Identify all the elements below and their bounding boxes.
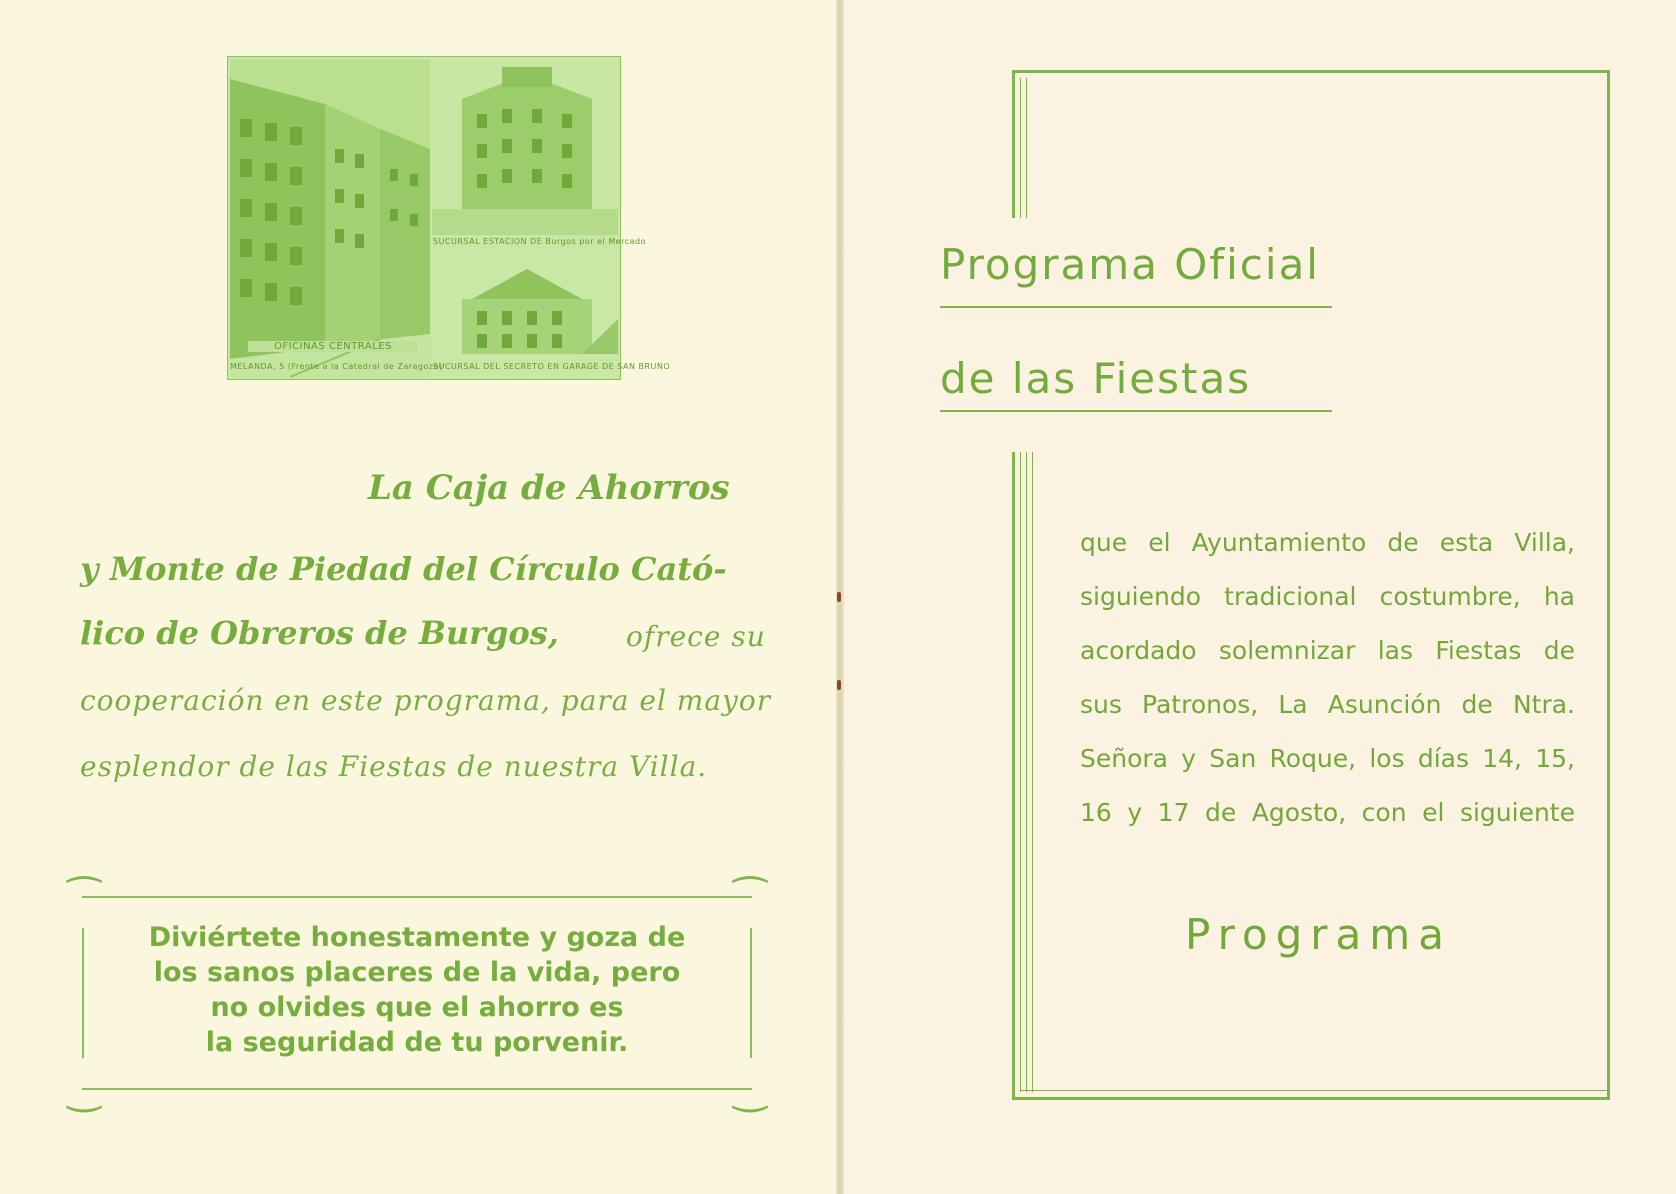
photo-panel-street bbox=[230, 59, 443, 377]
title-de-las-fiestas: de las Fiestas bbox=[940, 354, 1252, 403]
caja-line-3-bold: lico de Obreros de Burgos, bbox=[80, 614, 559, 652]
title-underline bbox=[940, 306, 1332, 308]
savings-motto-box bbox=[68, 877, 766, 1113]
announcement-line-1: que el Ayuntamiento de esta Villa, bbox=[1080, 528, 1575, 557]
motto-line-3: no olvides que el ahorro es bbox=[210, 992, 624, 1023]
motto-line-4: la seguridad de tu porvenir. bbox=[205, 1027, 629, 1058]
title-underline bbox=[940, 410, 1332, 412]
corner-flourish-icon: ‿ bbox=[733, 1067, 766, 1113]
photo-caption-3: SUCURSAL ESTACION DE Burgos por el Mercado bbox=[433, 237, 646, 246]
bank-buildings-photo bbox=[227, 56, 671, 380]
photo-panel-corner-building bbox=[432, 59, 618, 235]
announcement-line-5: Señora y San Roque, los días 14, 15, bbox=[1080, 744, 1575, 773]
photo-panel-branch-building bbox=[432, 249, 618, 359]
corner-flourish-icon: ⁀ bbox=[68, 877, 101, 923]
caja-line-1: La Caja de Ahorros bbox=[368, 468, 730, 508]
title-programa-oficial: Programa Oficial bbox=[940, 240, 1320, 289]
motto-line-1: Diviértete honestamente y goza de bbox=[148, 922, 686, 953]
caja-line-2: y Monte de Piedad del Círculo Cató- bbox=[80, 550, 727, 588]
corner-flourish-icon: ‿ bbox=[68, 1067, 101, 1113]
corner-flourish-icon: ⁀ bbox=[733, 877, 766, 923]
photo-caption-2: SUCURSAL DEL SECRETO EN GARAGE DE SAN BRUNO bbox=[433, 362, 671, 371]
photo-caption-1: MELANDA, 5 (Frente a la Catedral de Zaragoza) bbox=[230, 362, 443, 371]
announcement-line-3: acordado solemnizar las Fiestas de bbox=[1080, 636, 1575, 665]
stitch-mark bbox=[837, 592, 841, 602]
programa-heading: Programa bbox=[1185, 910, 1452, 959]
announcement-line-4: sus Patronos, La Asunción de Ntra. bbox=[1080, 690, 1575, 719]
announcement-line-6: 16 y 17 de Agosto, con el siguiente bbox=[1080, 798, 1575, 827]
photo-caption-main: OFICINAS CENTRALES bbox=[248, 341, 418, 352]
stitch-mark bbox=[837, 680, 841, 690]
announcement-line-2: siguiendo tradicional costumbre, ha bbox=[1080, 582, 1575, 611]
motto-line-2: los sanos placeres de la vida, pero bbox=[153, 957, 681, 988]
caja-line-3-regular: ofrece su bbox=[626, 620, 766, 653]
caja-line-4: cooperación en este programa, para el mayor bbox=[80, 684, 772, 717]
caja-line-5: esplendor de las Fiestas de nuestra Villa. bbox=[80, 750, 708, 783]
